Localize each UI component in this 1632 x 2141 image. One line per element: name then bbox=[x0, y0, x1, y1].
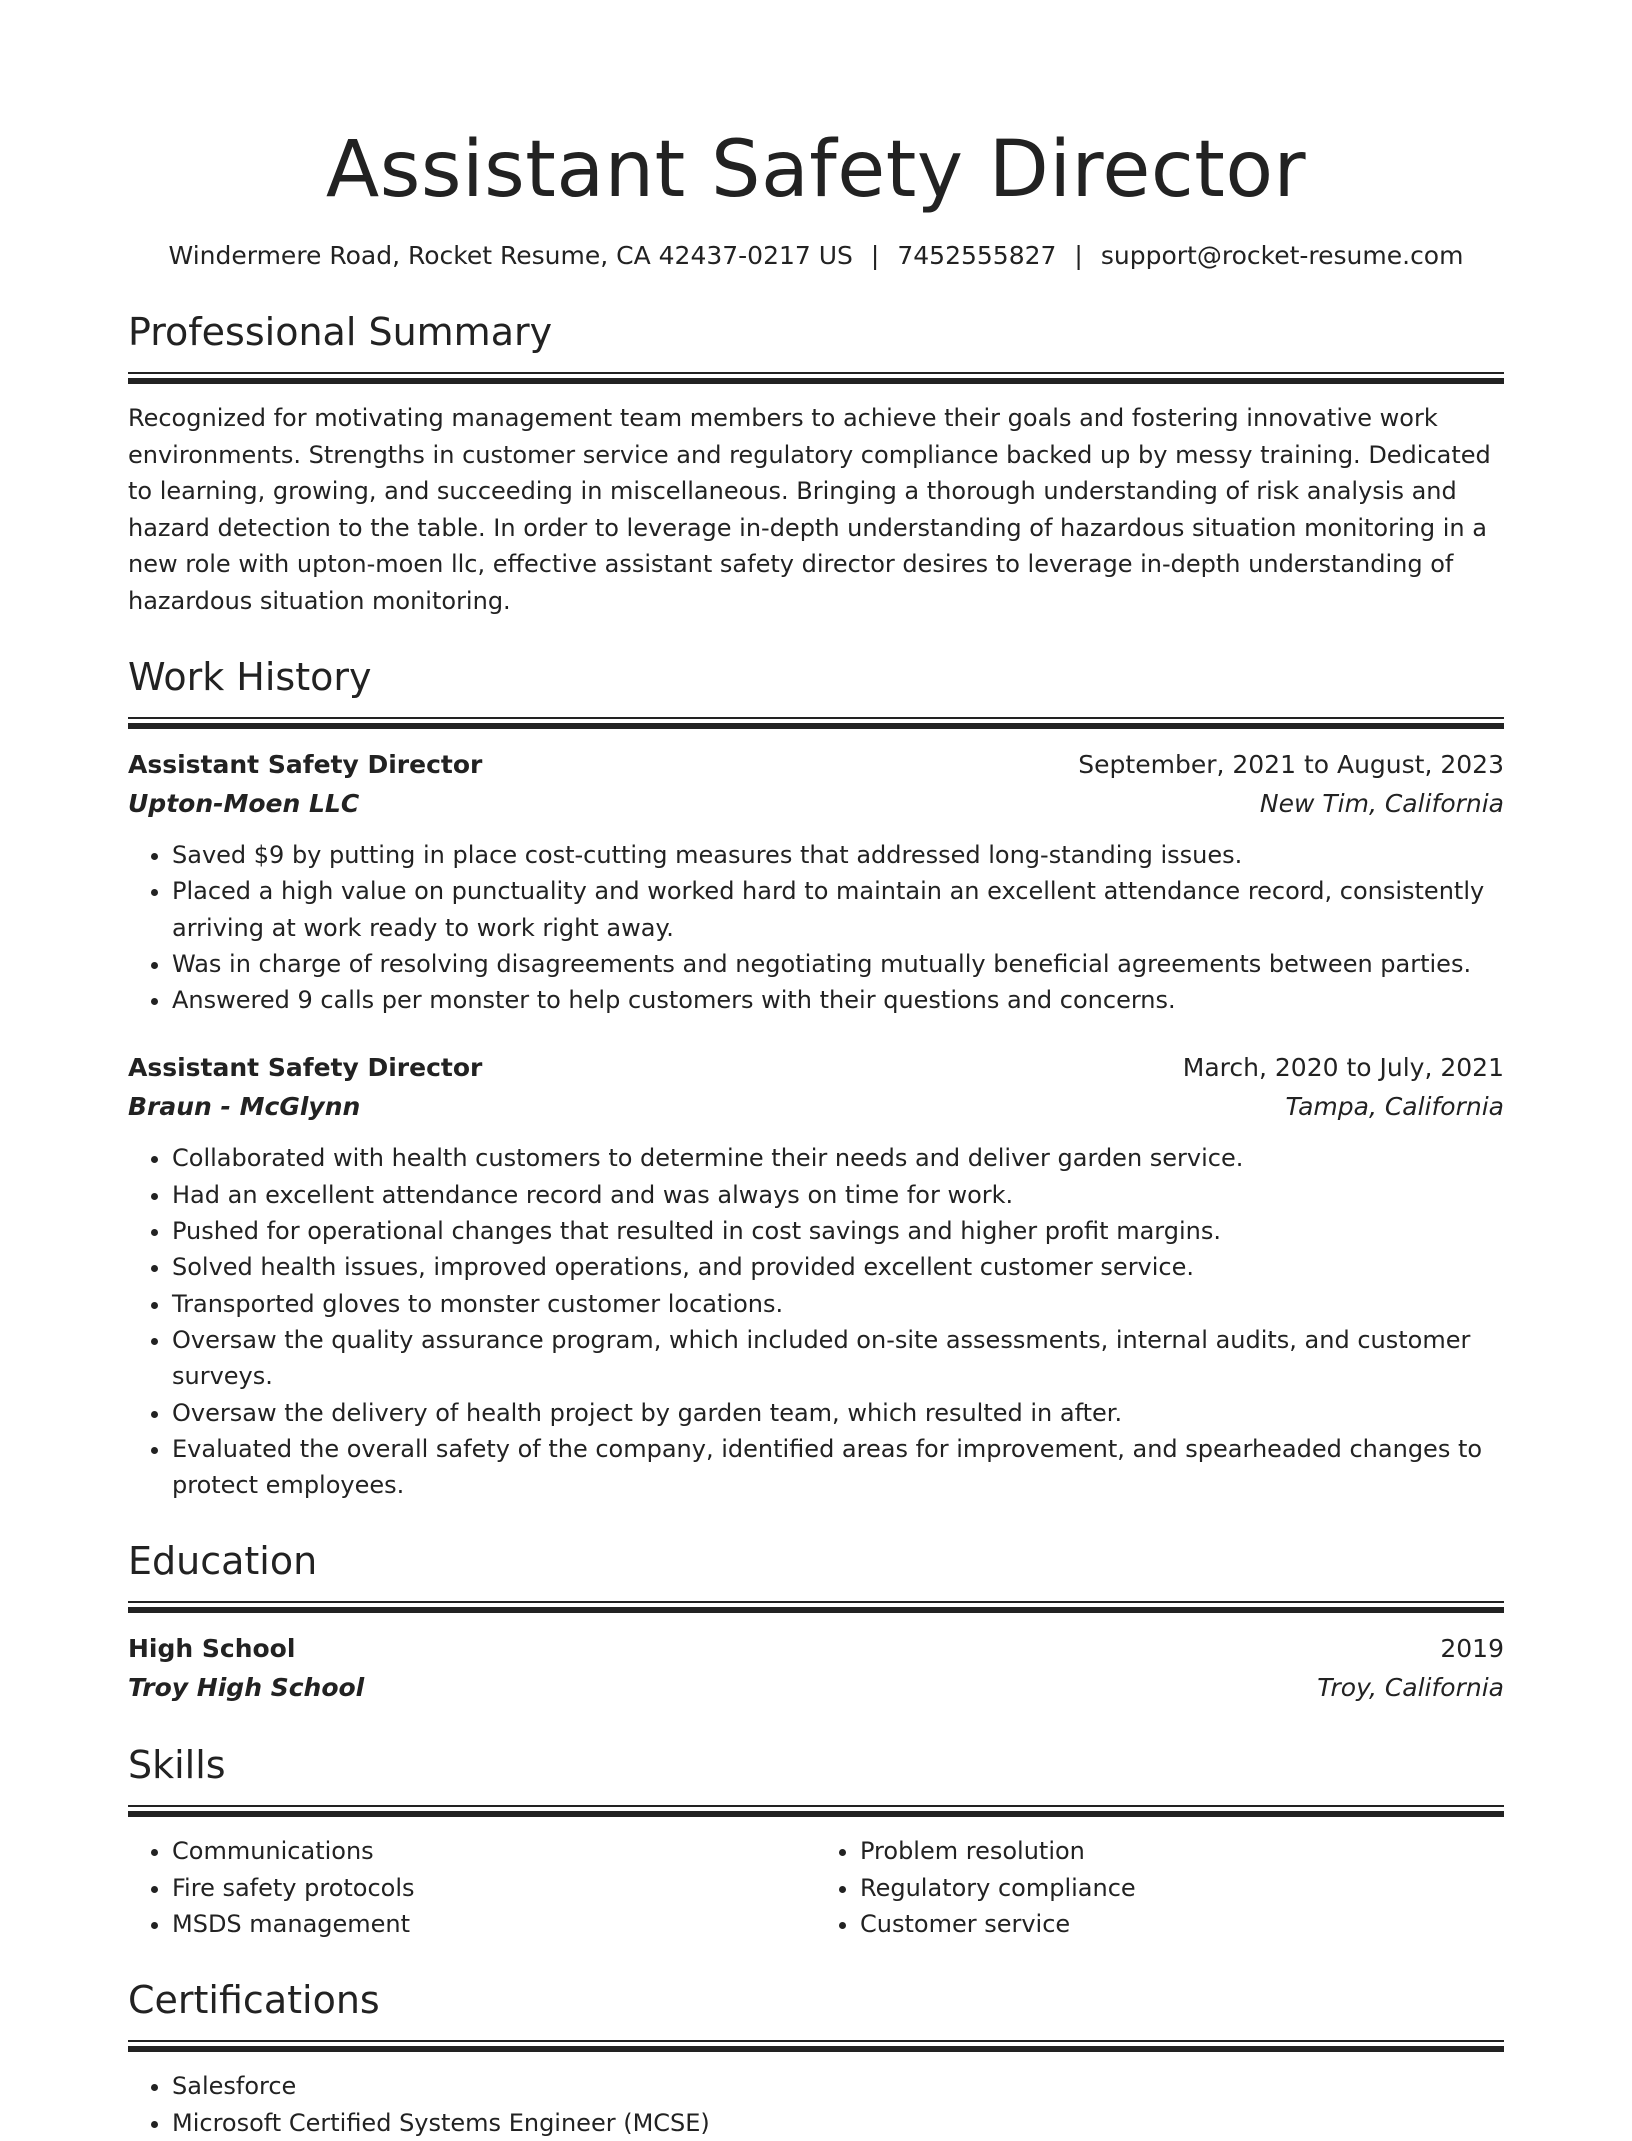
job-subheader bbox=[128, 1087, 1504, 1126]
job-dates: September, 2021 to August, 2023 bbox=[1078, 750, 1504, 779]
education-header bbox=[128, 1629, 1504, 1668]
certification-item: • Microsoft Certified Systems Engineer (MCSE) bbox=[172, 2105, 1504, 2141]
job-location: Tampa, California bbox=[1285, 1092, 1504, 1122]
contact-separator: | bbox=[1074, 241, 1083, 270]
job-dates: March, 2020 to July, 2021 bbox=[1182, 1053, 1504, 1083]
section-divider bbox=[128, 372, 1504, 386]
job-bullet: • Pushed for operational changes that resulted in cost savings and higher profit margins. bbox=[172, 1213, 1504, 1249]
contact-phone: 7452555827 bbox=[897, 241, 1057, 270]
job-header bbox=[128, 1048, 1504, 1087]
job-bullet: • Saved $9 by putting in place cost-cutting measures that addressed long-standing issues. bbox=[172, 837, 1504, 873]
section-title: Education bbox=[128, 1539, 318, 1584]
section-title: Certifications bbox=[128, 1978, 380, 2023]
contact-address: Windermere Road, Rocket Resume, CA 42437-0217 US bbox=[168, 241, 853, 270]
job-bullet: • Oversaw the delivery of health project by garden team, which resulted in after. bbox=[172, 1395, 1504, 1431]
summary-text: Recognized for motivating management team members to achieve their goals and fostering innovative work environments. Strengths in customer service and regulatory compliance backed up by messy training. Dedicated to learning, growing, and succeeding in miscellaneous. Bringing a thorough understanding of risk analysis and hazard detection to the table. In order to leverage in-depth understanding of hazardous situation monitoring in a new role with upton-moen llc, effective assistant safety director desires to leverage in-depth understanding of hazardous situation monitoring. bbox=[128, 404, 1491, 615]
job-header bbox=[128, 745, 1504, 784]
skills-section bbox=[128, 1739, 1504, 1942]
skills-columns bbox=[128, 1833, 1504, 1942]
job-company: Braun - McGlynn bbox=[128, 1092, 361, 1122]
skill-item: • Communications bbox=[172, 1833, 816, 1869]
education-section bbox=[128, 1535, 1504, 1707]
skill-item: • Fire safety protocols bbox=[172, 1870, 816, 1906]
education-subheader bbox=[128, 1668, 1504, 1707]
education-entry bbox=[128, 1629, 1504, 1707]
job-bullet: • Placed a high value on punctuality and worked hard to maintain an excellent attendance record, consistently arriving at work ready to work right away. bbox=[172, 873, 1504, 946]
education-school: Troy High School bbox=[128, 1673, 365, 1703]
contact-email: support@rocket-resume.com bbox=[1100, 241, 1464, 270]
certification-item: • Salesforce bbox=[172, 2068, 1504, 2104]
section-title: Work History bbox=[128, 655, 372, 699]
skill-item: • Problem resolution bbox=[860, 1833, 1504, 1869]
job-bullet: • Was in charge of resolving disagreements and negotiating mutually beneficial agreements between parties. bbox=[172, 946, 1504, 982]
summary-section bbox=[128, 306, 1504, 619]
resume-name: Assistant Safety Director bbox=[325, 125, 1307, 215]
section-divider bbox=[128, 2040, 1504, 2054]
certifications-list bbox=[128, 2068, 1504, 2141]
education-degree: High School bbox=[128, 1634, 296, 1664]
job-bullet: • Solved health issues, improved operations, and provided excellent customer service. bbox=[172, 1249, 1504, 1285]
job-company: Upton-Moen LLC bbox=[128, 789, 360, 818]
job-entry bbox=[128, 745, 1504, 1018]
job-location: New Tim, California bbox=[1259, 789, 1504, 818]
job-bullet: • Had an excellent attendance record and was always on time for work. bbox=[172, 1177, 1504, 1213]
education-location: Troy, California bbox=[1317, 1673, 1504, 1703]
section-divider bbox=[128, 1601, 1504, 1615]
section-title: Professional Summary bbox=[128, 310, 553, 354]
skill-item: • MSDS management bbox=[172, 1906, 816, 1942]
skill-item: • Regulatory compliance bbox=[860, 1870, 1504, 1906]
section-divider bbox=[128, 717, 1504, 731]
job-bullet: • Answered 9 calls per monster to help customers with their questions and concerns. bbox=[172, 982, 1504, 1018]
job-bullet: • Transported gloves to monster customer locations. bbox=[172, 1286, 1504, 1322]
job-bullet: • Collaborated with health customers to determine their needs and deliver garden service. bbox=[172, 1140, 1504, 1176]
job-subheader bbox=[128, 784, 1504, 823]
skill-item: • Customer service bbox=[860, 1906, 1504, 1942]
skills-list-left bbox=[128, 1833, 816, 1942]
job-bullets bbox=[128, 837, 1504, 1018]
job-title: Assistant Safety Director bbox=[128, 750, 483, 779]
job-bullet: • Evaluated the overall safety of the company, identified areas for improvement, and spearheaded changes to protect employees. bbox=[172, 1431, 1504, 1504]
job-bullets bbox=[128, 1140, 1504, 1503]
skills-list-right bbox=[816, 1833, 1504, 1942]
contact-line bbox=[128, 238, 1504, 274]
contact-separator: | bbox=[870, 241, 880, 270]
certifications-section bbox=[128, 1974, 1504, 2141]
education-year: 2019 bbox=[1440, 1634, 1504, 1664]
section-title: Skills bbox=[128, 1743, 226, 1788]
job-entry bbox=[128, 1048, 1504, 1503]
work-history-section bbox=[128, 651, 1504, 1503]
job-bullet: • Oversaw the quality assurance program, which included on-site assessments, internal audits, and customer surveys. bbox=[172, 1322, 1504, 1395]
job-title: Assistant Safety Director bbox=[128, 1053, 483, 1083]
section-divider bbox=[128, 1805, 1504, 1819]
